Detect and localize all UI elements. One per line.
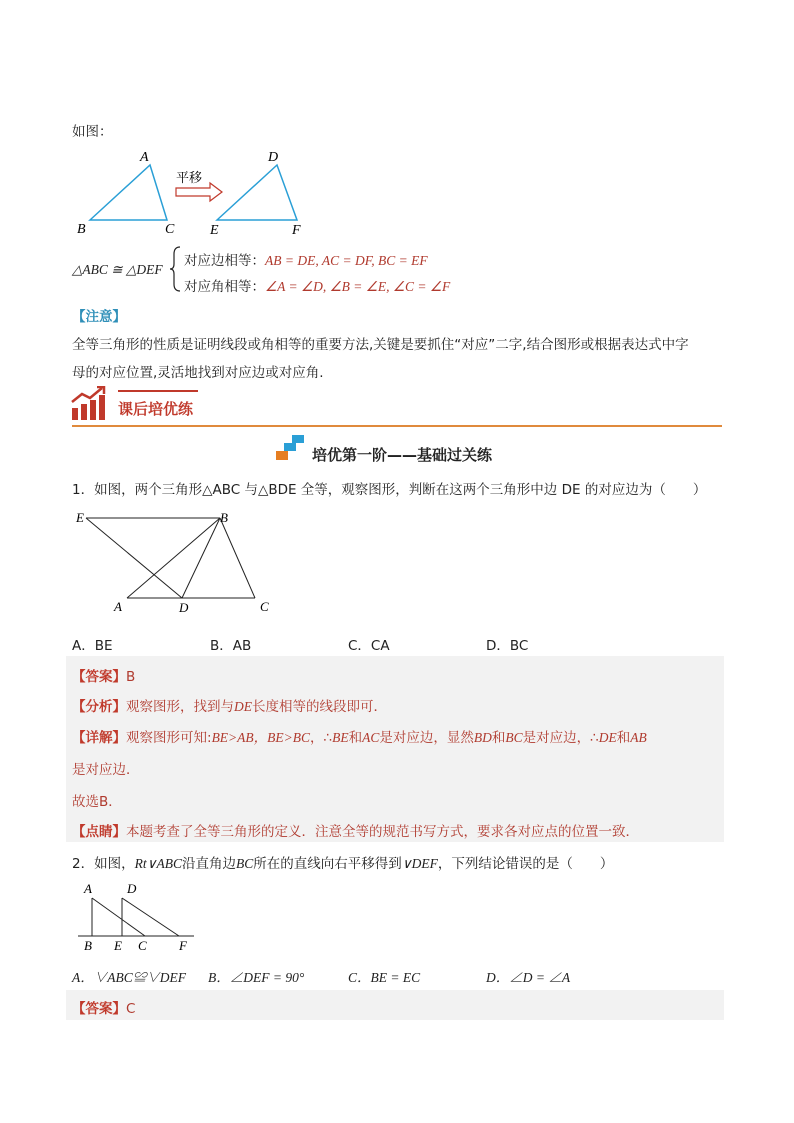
q2-option-a: A．∨ABC≌∨DEF xyxy=(72,970,186,985)
congruence-lhs: △ABC ≅ △DEF xyxy=(72,262,163,277)
angles-row xyxy=(184,275,450,295)
sides-label: 对应边相等： xyxy=(184,253,265,269)
note-line-1: 全等三角形的性质是证明线段或角相等的重要方法,关键是要抓住“对应”二字,结合图形或根据表达式中字 xyxy=(72,337,689,353)
section-divider xyxy=(72,425,722,427)
triangle-abc xyxy=(90,165,167,220)
q2-solution-box xyxy=(66,990,724,1020)
svg-text:E: E xyxy=(114,938,122,953)
q1-analysis: 【分析】观察图形，找到与DE长度相等的线段即可． xyxy=(72,699,387,715)
q1-detail-cont: 是对应边． xyxy=(72,762,140,778)
steps-icon xyxy=(276,433,308,461)
svg-text:D: D xyxy=(127,881,137,896)
svg-text:C: C xyxy=(138,938,147,953)
svg-text:D: D xyxy=(179,600,189,615)
q2-stem: 2．如图，Rt∨ABC沿直角边BC所在的直线向右平移得到∨DEF，下列结论错误的是（ ） xyxy=(72,856,614,872)
svg-text:B: B xyxy=(84,938,92,953)
q2-answer-value: C xyxy=(126,1001,136,1017)
q2-figure xyxy=(72,878,202,953)
q1-detail: 【详解】观察图形可知:BE>AB，BE>BC，∴BE和AC是对应边，显然BD和BC是对应边，∴DE和AB xyxy=(72,730,647,746)
svg-text:B: B xyxy=(220,510,228,525)
section-accent-line xyxy=(118,390,198,392)
svg-text:F: F xyxy=(292,223,301,238)
triangle-def xyxy=(217,165,297,220)
svg-text:A: A xyxy=(114,599,122,614)
growth-chart-icon xyxy=(70,386,108,422)
q1-option-b: B．AB xyxy=(210,638,252,654)
q1-solution-box xyxy=(66,656,724,842)
sides-row xyxy=(184,249,428,269)
q2-option-d: D．∠D = ∠A xyxy=(486,970,571,985)
q1-comment: 【点睛】本题考查了全等三角形的定义．注意全等的规范书写方式，要求各对应点的位置一致． xyxy=(72,824,639,840)
note-line-2: 母的对应位置,灵活地找到对应边或对应角. xyxy=(72,365,324,381)
q2-answer xyxy=(72,997,135,1017)
svg-text:C: C xyxy=(165,222,175,237)
note-tag: 【注意】 xyxy=(72,309,126,325)
q1-answer-tag: 【答案】 xyxy=(72,669,126,685)
svg-text:A: A xyxy=(140,150,149,165)
svg-text:E: E xyxy=(76,510,84,525)
svg-text:E: E xyxy=(210,223,219,238)
q1-answer-value: B xyxy=(126,669,136,685)
q2-option-b: B．∠DEF = 90° xyxy=(208,970,305,985)
q1-answer xyxy=(72,665,135,685)
q1-conclusion: 故选B． xyxy=(72,794,122,810)
q1-stem: 1．如图，两个三角形△ABC 与△BDE 全等，观察图形，判断在这两个三角形中边 DE 的对应边为（ ） xyxy=(72,482,707,498)
q1-figure xyxy=(72,508,282,618)
pingyi-label: 平移 xyxy=(176,171,203,186)
sides-expr: AB = DE, AC = DF, BC = EF xyxy=(265,253,428,268)
svg-text:A: A xyxy=(84,881,92,896)
svg-text:C: C xyxy=(260,599,269,614)
q1-option-a: A．BE xyxy=(72,638,113,654)
section-subtitle: 培优第一阶——基础过关练 xyxy=(312,446,493,464)
q2-answer-tag: 【答案】 xyxy=(72,1001,126,1017)
q1-option-d: D．BC xyxy=(486,638,529,654)
svg-text:F: F xyxy=(179,938,187,953)
intro-label: 如图： xyxy=(72,124,113,140)
svg-text:B: B xyxy=(77,222,86,237)
angles-expr: ∠A = ∠D, ∠B = ∠E, ∠C = ∠F xyxy=(265,279,451,294)
left-brace-icon xyxy=(170,246,182,292)
svg-text:D: D xyxy=(268,150,279,165)
angles-label: 对应角相等： xyxy=(184,279,265,295)
section-title: 课后培优练 xyxy=(118,400,194,418)
q1-option-c: C．CA xyxy=(348,638,390,654)
translation-figure xyxy=(72,148,312,238)
q2-option-c: C．BE = EC xyxy=(348,970,421,985)
